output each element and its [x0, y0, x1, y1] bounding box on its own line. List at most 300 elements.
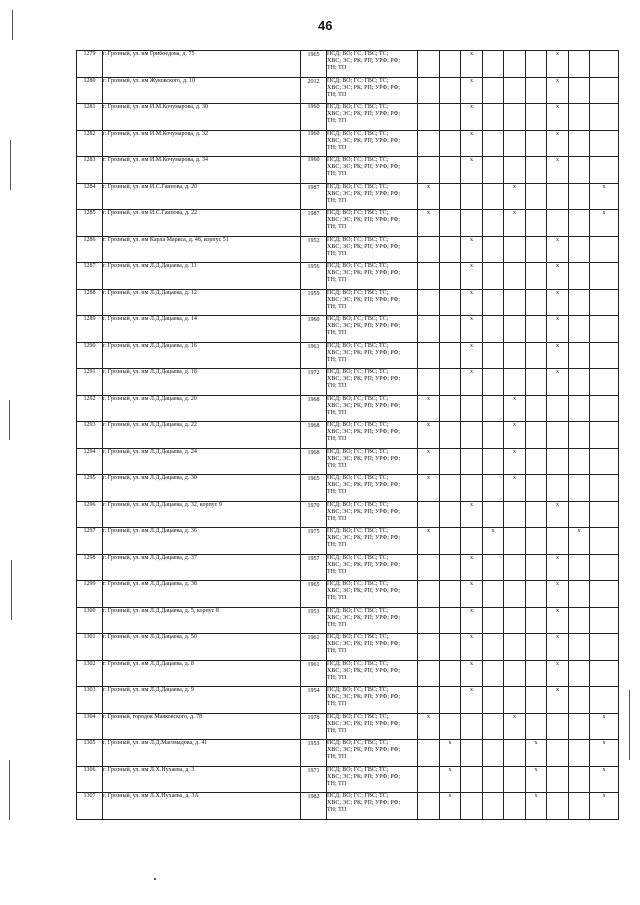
row-mark: [483, 289, 504, 316]
row-mark: [440, 130, 461, 157]
service-codes-line: ТН; ТП: [327, 648, 347, 654]
service-codes-line: ТН; ТП: [327, 727, 347, 734]
service-codes-line: ХВС; ЭС; РК; РП; УРФ; РФ;: [327, 217, 401, 223]
row-mark: [547, 395, 569, 422]
row-mark: [440, 422, 461, 449]
row-mark: x: [547, 369, 569, 396]
row-mark: [547, 183, 569, 210]
row-mark: [569, 316, 590, 343]
row-year: 1965: [301, 475, 327, 502]
row-services: [327, 51, 418, 78]
row-mark: x: [461, 501, 483, 528]
service-codes-line: ХВС; ЭС; РК; РП; УРФ; РФ;: [327, 58, 401, 64]
row-mark: x: [461, 342, 483, 369]
row-mark: [569, 607, 590, 634]
row-number: 1284: [77, 183, 103, 210]
row-address: г. Грозный, ул. им Л.Д.Дацаева, д. 50: [103, 634, 301, 661]
row-mark: [483, 422, 504, 449]
row-mark: [590, 687, 619, 714]
row-services: [327, 607, 418, 634]
row-mark: [569, 395, 590, 422]
row-number: 1305: [77, 740, 103, 767]
service-codes-line: ТН; ТП: [327, 780, 347, 787]
housing-registry-table: [76, 50, 619, 820]
row-mark: [483, 369, 504, 396]
row-mark: x: [461, 369, 483, 396]
row-address: г. Грозный, ул. им Л.Х.Нухаева, д. 3А: [103, 793, 301, 820]
service-codes-line: ПСД; ВО; ГС; ГВС; ТС;: [327, 422, 389, 428]
row-mark: [418, 369, 440, 396]
table-row: [77, 263, 619, 290]
service-codes-line: ХВС; ЭС; РК; РП; УРФ; РФ;: [327, 349, 401, 356]
row-mark: [590, 422, 619, 449]
row-mark: [547, 740, 569, 767]
row-mark: x: [590, 793, 619, 820]
row-mark: [418, 501, 440, 528]
row-mark: [569, 793, 590, 820]
row-mark: [483, 263, 504, 290]
service-codes-line: ТН; ТП: [327, 65, 347, 71]
row-number: 1282: [77, 130, 103, 157]
row-mark: [461, 528, 483, 555]
row-mark: [526, 395, 547, 422]
row-mark: [418, 766, 440, 793]
service-codes-line: ХВС; ЭС; РК; РП; УРФ; РФ;: [327, 694, 401, 700]
row-address: г. Грозный, ул. им И.М.Кочумарова, д. 32: [103, 130, 301, 157]
table-row: [77, 607, 619, 634]
row-mark: [440, 210, 461, 237]
row-mark: [483, 740, 504, 767]
row-mark: [504, 289, 526, 316]
row-mark: x: [504, 475, 526, 502]
row-mark: [569, 581, 590, 608]
row-mark: [418, 263, 440, 290]
row-mark: [440, 395, 461, 422]
row-number: 1298: [77, 554, 103, 581]
row-address: г. Грозный, городок Маяковского, д. 78: [103, 713, 301, 740]
row-mark: x: [461, 607, 483, 634]
row-mark: x: [590, 183, 619, 210]
row-mark: [461, 475, 483, 502]
row-mark: x: [418, 713, 440, 740]
row-mark: [569, 369, 590, 396]
table-row: [77, 554, 619, 581]
row-mark: [569, 713, 590, 740]
row-mark: x: [461, 581, 483, 608]
service-codes-line: ПСД; ВО; ГС; ГВС; ТС;: [327, 660, 389, 667]
row-mark: [440, 713, 461, 740]
service-codes-line: ТН; ТП: [327, 515, 347, 522]
row-services: [327, 183, 418, 210]
row-services: [327, 342, 418, 369]
row-number: 1297: [77, 528, 103, 555]
row-services: [327, 77, 418, 104]
table-row: [77, 183, 619, 210]
row-services: [327, 130, 418, 157]
table-row: [77, 448, 619, 475]
table-row: [77, 528, 619, 555]
row-address: г. Грозный, ул. им Л.Д.Магомадова, д. 41: [103, 740, 301, 767]
scan-edge-mark: [10, 140, 11, 190]
row-mark: [526, 157, 547, 184]
row-year: 1957: [301, 554, 327, 581]
table-row: [77, 713, 619, 740]
row-mark: [504, 369, 526, 396]
row-mark: [440, 634, 461, 661]
row-number: 1304: [77, 713, 103, 740]
row-year: 1968: [301, 448, 327, 475]
service-codes-line: ТН; ТП: [327, 91, 347, 98]
service-codes-line: ТН; ТП: [327, 250, 347, 257]
row-mark: [590, 51, 619, 78]
row-mark: [590, 157, 619, 184]
row-address: г. Грозный, ул. им И.М.Кочумарова, д. 34: [103, 157, 301, 184]
table-row: [77, 475, 619, 502]
row-mark: [590, 501, 619, 528]
row-year: 1987: [301, 210, 327, 237]
row-services: [327, 263, 418, 290]
row-mark: x: [526, 766, 547, 793]
row-mark: [418, 660, 440, 687]
row-mark: x: [418, 528, 440, 555]
row-services: [327, 793, 418, 820]
row-address: г. Грозный, ул. им Л.Д.Дацаева, д. 38: [103, 581, 301, 608]
row-mark: x: [590, 210, 619, 237]
row-mark: x: [547, 289, 569, 316]
row-services: [327, 475, 418, 502]
row-mark: x: [547, 607, 569, 634]
row-mark: [440, 528, 461, 555]
row-mark: [418, 740, 440, 767]
service-codes-line: ПСД; ВО; ГС; ГВС; ТС;: [327, 528, 389, 534]
service-codes-line: ХВС; ЭС; РК; РП; УРФ; РФ;: [327, 588, 401, 594]
row-mark: [504, 51, 526, 78]
row-services: [327, 713, 418, 740]
row-services: [327, 422, 418, 449]
row-year: 1968: [301, 395, 327, 422]
row-mark: [547, 422, 569, 449]
row-mark: x: [504, 183, 526, 210]
row-year: 1982: [301, 793, 327, 820]
row-number: 1299: [77, 581, 103, 608]
row-mark: [418, 554, 440, 581]
row-mark: [569, 183, 590, 210]
row-mark: [526, 210, 547, 237]
service-codes-line: ТН; ТП: [327, 542, 347, 548]
row-mark: [504, 607, 526, 634]
row-mark: x: [590, 740, 619, 767]
row-mark: [483, 501, 504, 528]
row-number: 1295: [77, 475, 103, 502]
service-codes-line: ПСД; ВО; ГС; ГВС; ТС;: [327, 342, 389, 349]
row-mark: [504, 501, 526, 528]
row-services: [327, 448, 418, 475]
row-mark: [418, 104, 440, 131]
row-mark: [418, 316, 440, 343]
row-mark: [526, 289, 547, 316]
row-mark: [504, 793, 526, 820]
row-year: 1953: [301, 607, 327, 634]
row-mark: [461, 422, 483, 449]
table-row: [77, 77, 619, 104]
row-mark: x: [547, 104, 569, 131]
row-mark: [590, 607, 619, 634]
row-mark: [526, 130, 547, 157]
row-mark: [483, 475, 504, 502]
row-year: 1960: [301, 316, 327, 343]
row-number: 1292: [77, 395, 103, 422]
service-codes-line: ПСД; ВО; ГС; ГВС; ТС;: [327, 634, 389, 640]
row-number: 1279: [77, 51, 103, 78]
table-row: [77, 766, 619, 793]
service-codes-line: ХВС; ЭС; РК; РП; УРФ; РФ;: [327, 614, 401, 621]
row-mark: [483, 554, 504, 581]
row-mark: [504, 104, 526, 131]
row-mark: [483, 316, 504, 343]
row-mark: [483, 77, 504, 104]
row-services: [327, 501, 418, 528]
row-address: г. Грозный, ул. им Л.Д.Дацаева, д. 30: [103, 475, 301, 502]
row-mark: [569, 687, 590, 714]
row-mark: [461, 448, 483, 475]
row-year: 1971: [301, 766, 327, 793]
row-mark: [569, 342, 590, 369]
row-services: [327, 766, 418, 793]
scan-edge-mark: [9, 760, 10, 820]
table-row: [77, 369, 619, 396]
service-codes-line: ПСД; ВО; ГС; ГВС; ТС;: [327, 607, 389, 614]
row-mark: x: [547, 342, 569, 369]
row-mark: x: [461, 289, 483, 316]
row-number: 1288: [77, 289, 103, 316]
row-mark: [526, 236, 547, 263]
service-codes-line: ТН; ТП: [327, 701, 347, 707]
row-mark: [590, 528, 619, 555]
row-mark: x: [418, 210, 440, 237]
row-mark: [547, 210, 569, 237]
row-year: 1961: [301, 660, 327, 687]
service-codes-line: ПСД; ВО; ГС; ГВС; ТС;: [327, 77, 389, 84]
service-codes-line: ХВС; ЭС; РК; РП; УРФ; РФ;: [327, 773, 401, 780]
service-codes-line: ХВС; ЭС; РК; РП; УРФ; РФ;: [327, 455, 401, 462]
row-mark: [483, 342, 504, 369]
row-address: г. Грозный, ул. им Л.Д.Дацаева, д. 20: [103, 395, 301, 422]
row-mark: [418, 289, 440, 316]
table-row: [77, 581, 619, 608]
row-mark: x: [461, 157, 483, 184]
row-mark: [461, 713, 483, 740]
row-mark: [440, 183, 461, 210]
row-mark: [569, 289, 590, 316]
row-mark: [440, 607, 461, 634]
service-codes-line: ХВС; ЭС; РК; РП; УРФ; РФ;: [327, 323, 401, 329]
service-codes-line: ПСД; ВО; ГС; ГВС; ТС;: [327, 104, 389, 110]
row-mark: [440, 475, 461, 502]
row-mark: [440, 289, 461, 316]
service-codes-line: ПСД; ВО; ГС; ГВС; ТС;: [327, 130, 389, 137]
row-mark: [440, 369, 461, 396]
row-mark: x: [461, 554, 483, 581]
row-mark: [483, 793, 504, 820]
row-mark: [569, 501, 590, 528]
service-codes-line: ПСД; ВО; ГС; ГВС; ТС;: [327, 766, 389, 773]
service-codes-line: ТН; ТП: [327, 595, 347, 601]
row-mark: [418, 793, 440, 820]
row-mark: [547, 793, 569, 820]
service-codes-line: ТН; ТП: [327, 462, 347, 469]
row-mark: x: [504, 395, 526, 422]
table-row: [77, 422, 619, 449]
service-codes-line: ХВС; ЭС; РК; РП; УРФ; РФ;: [327, 535, 401, 541]
row-address: г. Грозный, ул. им Л.Д.Дацаева, д. 12: [103, 289, 301, 316]
row-mark: [547, 448, 569, 475]
row-mark: [547, 713, 569, 740]
row-mark: [504, 687, 526, 714]
row-year: 1970: [301, 501, 327, 528]
service-codes-line: ПСД; ВО; ГС; ГВС; ТС;: [327, 581, 389, 587]
service-codes-line: ТН; ТП: [327, 621, 347, 628]
row-mark: x: [418, 448, 440, 475]
service-codes-line: ТН; ТП: [327, 754, 347, 760]
service-codes-line: ПСД; ВО; ГС; ГВС; ТС;: [327, 369, 389, 375]
row-number: 1307: [77, 793, 103, 820]
service-codes-line: ПСД; ВО; ГС; ГВС; ТС;: [327, 157, 389, 163]
service-codes-line: ТН; ТП: [327, 489, 347, 495]
row-services: [327, 581, 418, 608]
service-codes-line: ХВС; ЭС; РК; РП; УРФ; РФ;: [327, 720, 401, 727]
row-mark: x: [483, 528, 504, 555]
row-year: 1961: [301, 634, 327, 661]
row-mark: [590, 369, 619, 396]
row-mark: [526, 51, 547, 78]
row-services: [327, 236, 418, 263]
service-codes-line: ХВС; ЭС; РК; РП; УРФ; РФ;: [327, 137, 401, 144]
row-mark: [418, 157, 440, 184]
row-number: 1291: [77, 369, 103, 396]
row-mark: [461, 183, 483, 210]
service-codes-line: ПСД; ВО; ГС; ГВС; ТС;: [327, 687, 389, 693]
row-mark: x: [504, 448, 526, 475]
scan-dot: [154, 878, 156, 880]
row-mark: [526, 369, 547, 396]
row-services: [327, 369, 418, 396]
row-year: 1953: [301, 740, 327, 767]
row-mark: x: [461, 77, 483, 104]
service-codes-line: ХВС; ЭС; РК; РП; УРФ; РФ;: [327, 667, 401, 674]
row-mark: [483, 210, 504, 237]
row-address: г. Грозный, ул. им Л.Д.Дацаева, д. 22: [103, 422, 301, 449]
row-services: [327, 528, 418, 555]
row-mark: [418, 581, 440, 608]
service-codes-line: ТН; ТП: [327, 409, 347, 416]
row-mark: [461, 395, 483, 422]
row-mark: x: [461, 263, 483, 290]
row-number: 1294: [77, 448, 103, 475]
row-address: г. Грозный, ул. им Л.Д.Дацаева, д. 9: [103, 687, 301, 714]
row-mark: [569, 660, 590, 687]
service-codes-line: ХВС; ЭС; РК; РП; УРФ; РФ;: [327, 164, 401, 170]
row-year: 1978: [301, 713, 327, 740]
row-mark: [504, 77, 526, 104]
row-mark: [590, 475, 619, 502]
service-codes-line: ХВС; ЭС; РК; РП; УРФ; РФ;: [327, 800, 401, 806]
row-mark: [590, 316, 619, 343]
row-mark: x: [547, 554, 569, 581]
row-mark: x: [547, 77, 569, 104]
row-mark: [526, 634, 547, 661]
row-mark: [526, 263, 547, 290]
row-mark: x: [504, 422, 526, 449]
row-mark: x: [547, 51, 569, 78]
row-mark: [483, 660, 504, 687]
row-mark: [461, 740, 483, 767]
row-services: [327, 554, 418, 581]
row-mark: x: [461, 130, 483, 157]
row-mark: [461, 766, 483, 793]
table-row: [77, 342, 619, 369]
row-address: г. Грозный, ул. им Л.Д.Дацаева, д. 18: [103, 369, 301, 396]
row-mark: [440, 316, 461, 343]
row-mark: [504, 157, 526, 184]
row-mark: [504, 634, 526, 661]
row-mark: [504, 740, 526, 767]
row-mark: [526, 422, 547, 449]
row-mark: x: [547, 634, 569, 661]
service-codes-line: ПСД; ВО; ГС; ГВС; ТС;: [327, 263, 389, 269]
row-address: г. Грозный, ул. им Л.Д.Дацаева, д. 11: [103, 263, 301, 290]
row-address: г. Грозный, ул. им Карла Маркса, д. 48, корпус 51: [103, 236, 301, 263]
row-mark: [504, 263, 526, 290]
row-mark: [590, 289, 619, 316]
service-codes-line: ТН; ТП: [327, 807, 347, 813]
row-mark: [504, 660, 526, 687]
table-row: [77, 687, 619, 714]
row-mark: x: [590, 766, 619, 793]
row-mark: [483, 448, 504, 475]
row-mark: [483, 51, 504, 78]
service-codes-line: ПСД; ВО; ГС; ГВС; ТС;: [327, 395, 389, 402]
table-row: [77, 157, 619, 184]
scan-edge-mark: [11, 560, 12, 620]
row-address: г. Грозный, ул. им Л.Д.Дацаева, д. 5, корпус 8: [103, 607, 301, 634]
row-mark: [440, 448, 461, 475]
row-mark: [526, 475, 547, 502]
row-address: г. Грозный, ул. им Грибоедова, д. 75: [103, 51, 301, 78]
row-mark: [569, 210, 590, 237]
row-mark: [526, 77, 547, 104]
service-codes-line: ТН; ТП: [327, 383, 347, 389]
table-row: [77, 289, 619, 316]
row-number: 1290: [77, 342, 103, 369]
row-mark: x: [547, 501, 569, 528]
row-services: [327, 740, 418, 767]
row-address: г. Грозный, ул. им И.М.Кочумарова, д. 30: [103, 104, 301, 131]
row-mark: [418, 130, 440, 157]
service-codes-line: ТН; ТП: [327, 277, 347, 283]
row-mark: [526, 687, 547, 714]
service-codes-line: ХВС; ЭС; РК; РП; УРФ; РФ;: [327, 376, 401, 382]
row-mark: x: [526, 740, 547, 767]
row-mark: [440, 263, 461, 290]
table-row: [77, 104, 619, 131]
row-mark: [569, 77, 590, 104]
service-codes-line: ХВС; ЭС; РК; РП; УРФ; РФ;: [327, 747, 401, 753]
row-mark: x: [547, 263, 569, 290]
row-year: 1965: [301, 581, 327, 608]
row-mark: [526, 104, 547, 131]
row-mark: [526, 528, 547, 555]
row-mark: [504, 554, 526, 581]
